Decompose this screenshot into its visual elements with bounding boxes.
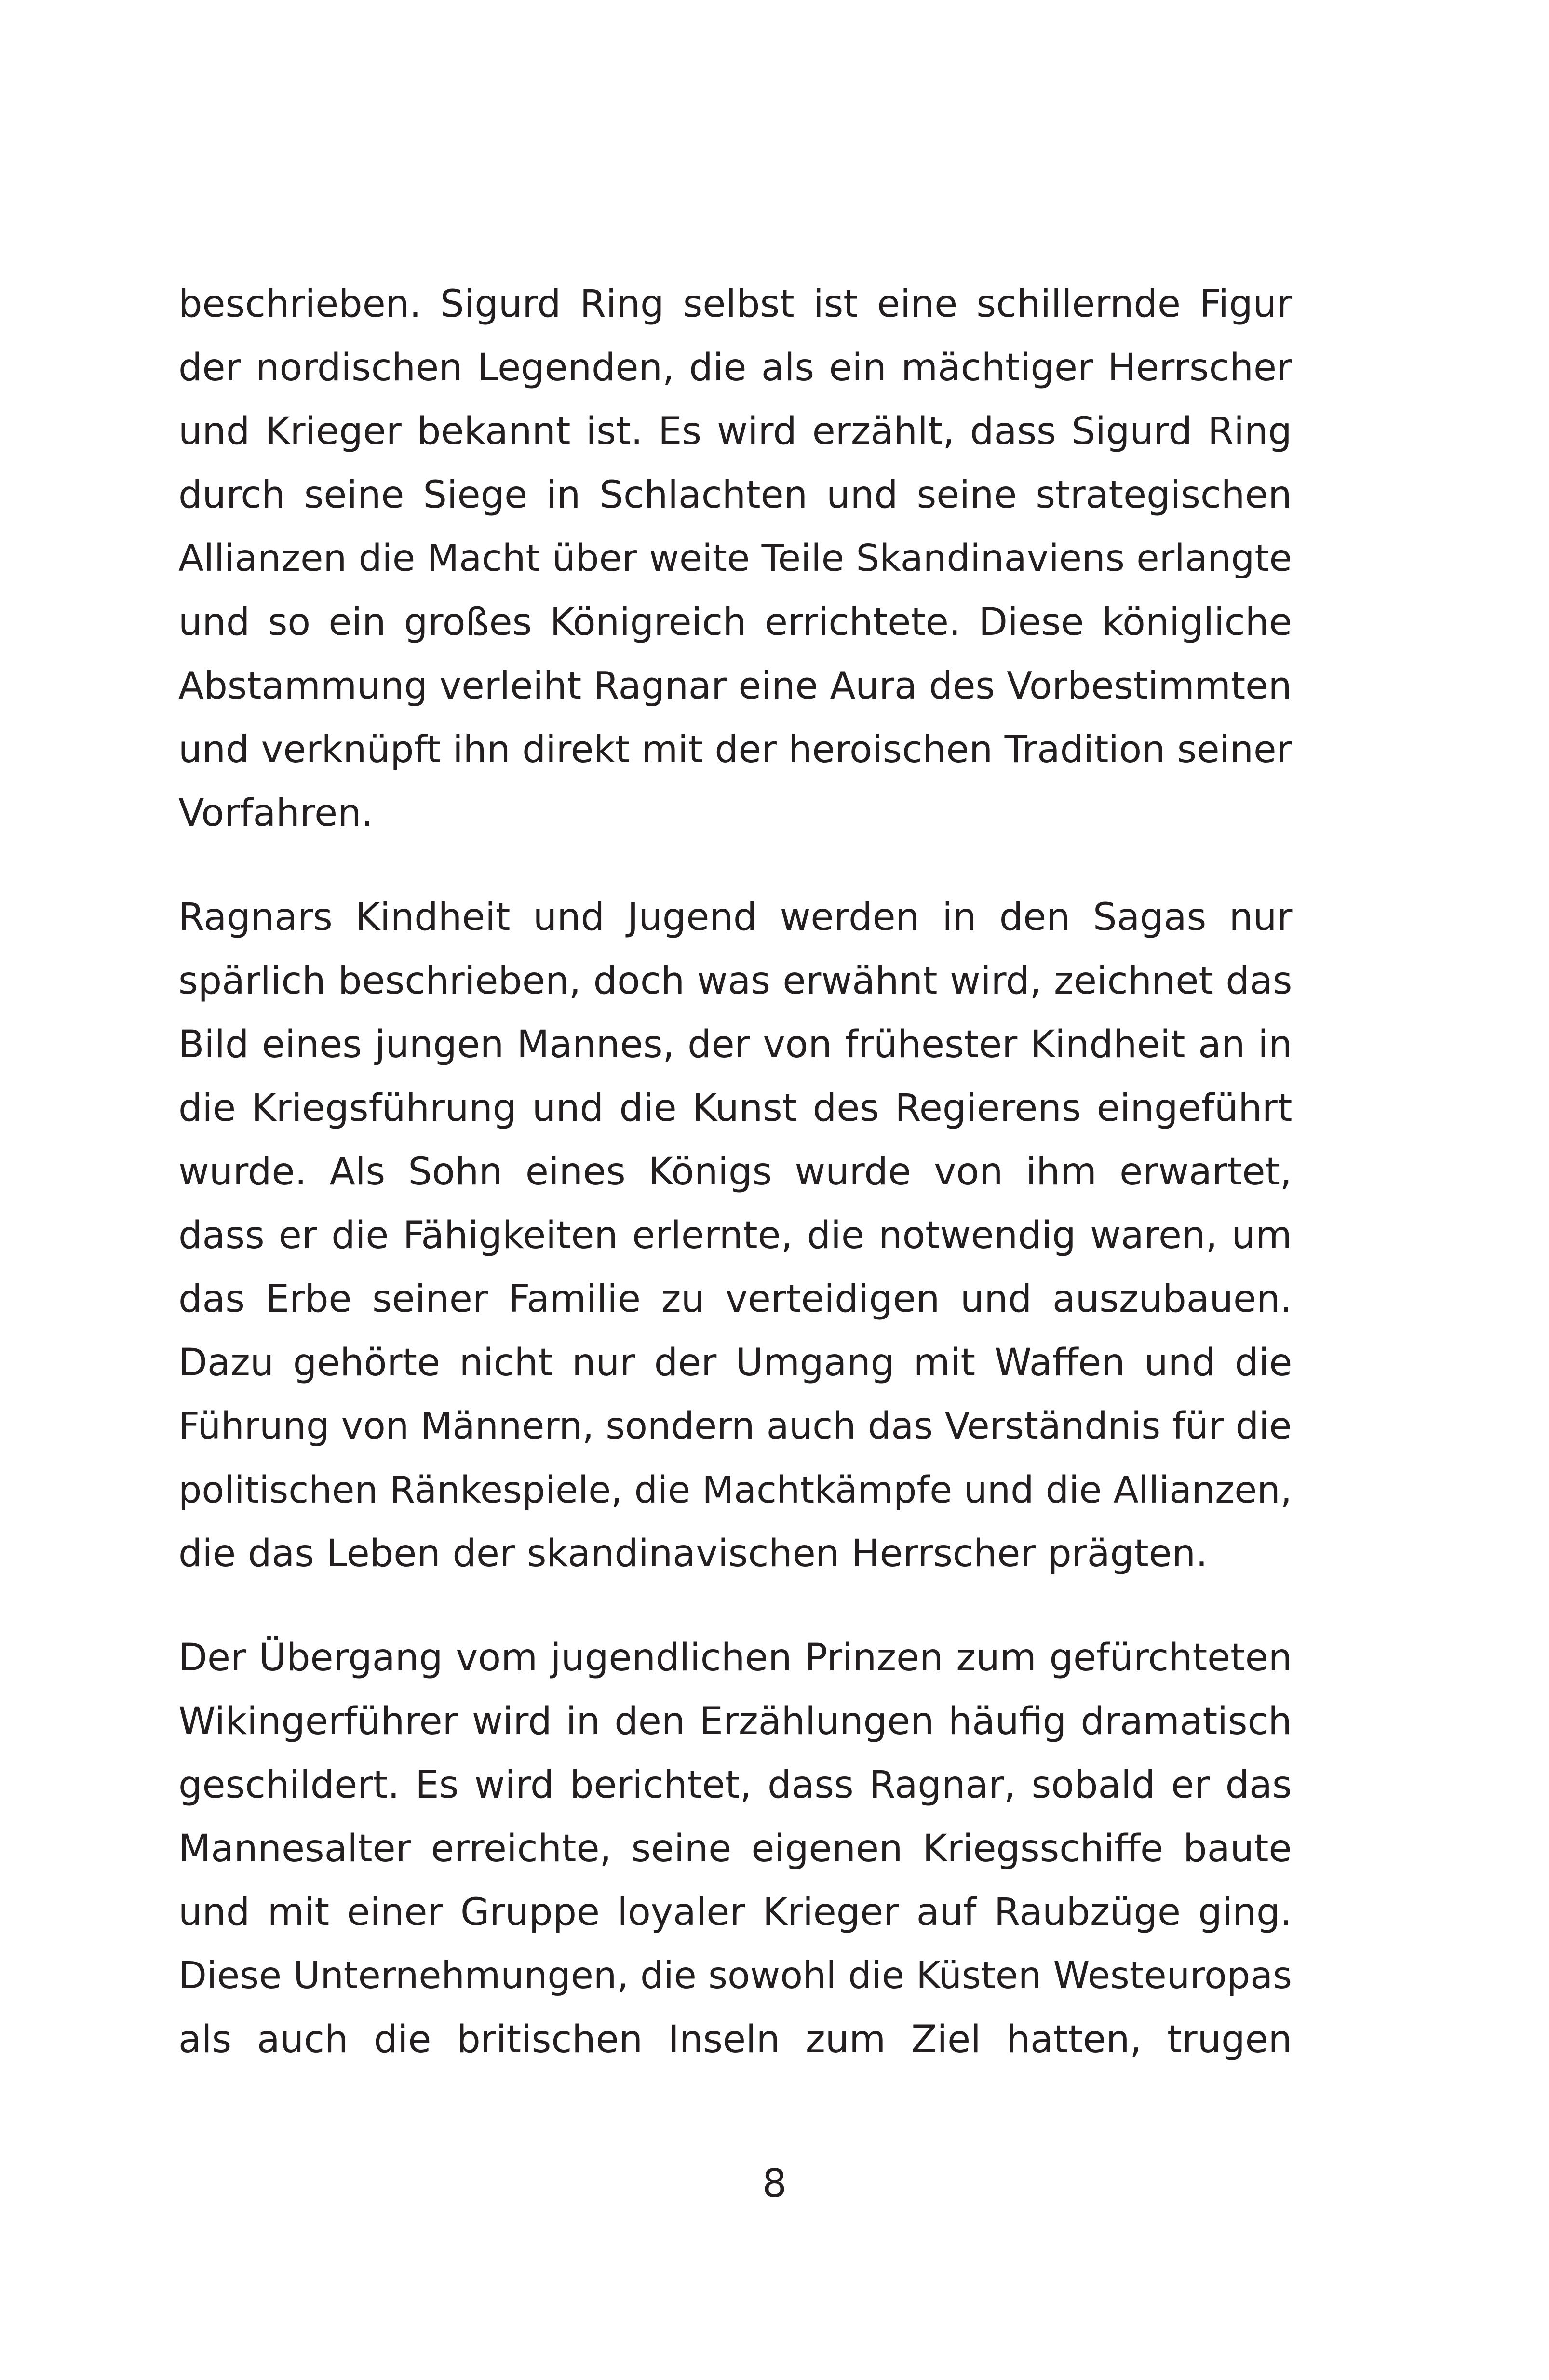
text-line: der nordischen Legenden, die als ein mächtiger Herrscher — [178, 346, 1292, 390]
paragraph-gap — [178, 845, 1292, 886]
text-line: politischen Ränkespiele, die Machtkämpfe und die Allianzen, — [178, 1468, 1292, 1511]
text-line: beschrieben. Sigurd Ring selbst ist eine schillernde Figur — [178, 282, 1293, 326]
text-line: die das Leben der skandinavischen Herrscher prägten. — [178, 1532, 1208, 1575]
text-line: Vorfahren. — [178, 792, 374, 835]
text-line: geschildert. Es wird berichtet, dass Ragnar, sobald er das — [178, 1763, 1292, 1807]
text-line: als auch die britischen Inseln zum Ziel hatten, trugen — [178, 2018, 1293, 2061]
text-line: Mannesalter erreichte, seine eigenen Kriegsschiffe baute — [178, 1827, 1292, 1870]
text-line: durch seine Siege in Schlachten und seine strategischen — [178, 473, 1292, 517]
text-line: Dazu gehörte nicht nur der Umgang mit Waffen und die — [178, 1341, 1293, 1385]
text-line: das Erbe seiner Familie zu verteidigen und auszubauen. — [178, 1277, 1293, 1321]
text-line: Der Übergang vom jugendlichen Prinzen zum gefürchteten — [178, 1636, 1293, 1680]
text-line: wurde. Als Sohn eines Königs wurde von ihm erwartet, — [178, 1150, 1292, 1194]
text-line: die Kriegsführung und die Kunst des Regierens eingeführt — [178, 1087, 1293, 1130]
paragraph — [178, 886, 1292, 1586]
paragraph — [178, 272, 1292, 845]
text-line: Bild eines jungen Mannes, der von frühester Kindheit an in — [178, 1023, 1293, 1066]
text-line: dass er die Fähigkeiten erlernte, die notwendig waren, um — [178, 1214, 1292, 1257]
body-text — [178, 272, 1292, 2071]
text-line: Wikingerführer wird in den Erzählungen häufig dramatisch — [178, 1700, 1292, 1743]
page-number: 8 — [762, 2161, 787, 2206]
text-line: Diese Unternehmungen, die sowohl die Küsten Westeuropas — [178, 1954, 1292, 1997]
text-line: und so ein großes Königreich errichtete. Diese königliche — [178, 601, 1293, 644]
text-line: und Krieger bekannt ist. Es wird erzählt, dass Sigurd Ring — [178, 410, 1292, 453]
text-line: und verknüpft ihn direkt mit der heroischen Tradition seiner — [178, 728, 1292, 771]
text-line: Allianzen die Macht über weite Teile Skandinaviens erlangte — [178, 537, 1292, 580]
paragraph — [178, 1626, 1292, 2071]
text-line: spärlich beschrieben, doch was erwähnt wird, zeichnet das — [178, 959, 1293, 1003]
text-line: Ragnars Kindheit und Jugend werden in den Sagas nur — [178, 896, 1293, 939]
paragraph-gap — [178, 1586, 1292, 1626]
text-line: und mit einer Gruppe loyaler Krieger auf Raubzüge ging. — [178, 1891, 1293, 1934]
text-line: Abstammung verleiht Ragnar eine Aura des Vorbestimmten — [178, 664, 1292, 708]
text-line: Führung von Männern, sondern auch das Verständnis für die — [178, 1405, 1292, 1448]
